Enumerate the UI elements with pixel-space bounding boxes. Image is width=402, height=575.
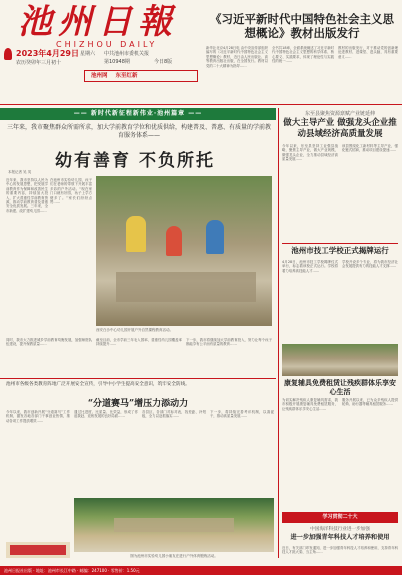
lead-story-photo (96, 176, 272, 326)
right-story-2-headline[interactable]: 池州市技工学校正式揭牌运行 (291, 246, 389, 255)
issue-date: 2023年4月29日 (16, 49, 79, 58)
right-story-2-body-col2: 学校开设多个专业，将为我市经济社会发展提供有力的技能人才支撑…… (342, 260, 398, 269)
bottom-story-body-col4: 下一步，将持续完善考评机制，以赛促干，推动高质量发展…… (210, 410, 274, 419)
lead-story-body-col3: 同时，我市大力推进城乡学前教育均衡发展，加强师资队伍建设，提升保教质量…… (6, 338, 92, 347)
bottom-story-body-col1: 今年以来，我市创新开展“分道赛马”工作机制，激发各地各部门干事创业热情，推动各项工作提质增效…… (6, 410, 70, 423)
top-story-headline[interactable]: 《习近平新时代中国特色社会主义思想概论》教材出版发行 (210, 12, 394, 40)
masthead (4, 2, 180, 49)
photo-caption-1: 西安白沙中心幼儿园开展户外自然课程教育活动。 (96, 328, 173, 332)
right-story-1-headline[interactable]: 做大主导产业 做强龙头企业推动县域经济高质量发展 (283, 118, 397, 139)
issue-publisher: 中共池州市委机关报 (104, 51, 150, 57)
bottom-divider (0, 378, 276, 379)
issue-pages: 今日8版 (154, 59, 173, 65)
right-divider-1 (282, 243, 398, 244)
issue-weekday: 星期六 (80, 51, 96, 57)
bottom-story-headline[interactable]: “分道赛马”增压力添动力 (87, 399, 189, 409)
lead-story-body-col5: 下一步，我市将继续加大学前教育投入，努力让每个孩子都能享有公平而有质量的教育…… (186, 338, 272, 347)
top-story-body-col3: 教材的出版发行，对于推动党的创新理论进教材、进课堂、进头脑，具有重要意义…… (338, 46, 398, 59)
right-story-3-photo (282, 344, 398, 376)
bottom-story-body-col2: 通过比进度、比质量、比效益，形成了你追我赶、竞相发展的良好局面…… (74, 410, 138, 419)
right-story-3-body-col1: 为切实解决残疾人康复辅具需求，我市积极开展康复辅具免费租赁服务，让残疾群体乐享安心生活…… (282, 398, 338, 411)
bottom-story-photo (74, 498, 274, 552)
right-story-3-body-col2: 服务开展以来，已为众多残疾人提供轮椅、助行器等辅具租赁服务…… (342, 398, 398, 407)
issue-info (4, 48, 198, 88)
top-story-body-col2: 全书共18章，全面系统阐述了习近平新时代中国特色社会主义思想的科学体系、核心要义、实践要求，体现了理论性与实践性的统一…… (272, 46, 334, 64)
promo-body: 近日，有关部门印发通知，进一步加强青年科技人才培养和使用，支持青年科技人才挑大梁、当主角…… (282, 546, 398, 555)
lead-story-body-col2: 在池州市实验幼儿园，孩子们在老师的带领下开展丰富多彩的户外活动。“现在家门口就有好园，孩子上学方便多了。”家长们纷纷点赞…… (50, 178, 92, 205)
right-story-1-body-col1: 今年以来，东至县坚持工业强县战略，聚焦主导产业，做大产业规模，做强龙头企业，全力推动县域经济高质量发展…… (282, 144, 338, 162)
promo-headline[interactable]: 进一步加强青年科技人才培养和使用 (290, 534, 390, 541)
bottom-story-lead: 池州市各级各类教育阵地广泛开展安全宣传，引导中小学生提高安全意识，筑牢安全防线。 (6, 382, 190, 387)
ad-block[interactable] (6, 542, 70, 558)
right-story-3-headline[interactable]: 康复辅具免费租赁让残疾群体乐享安心生活 (284, 378, 396, 396)
right-story-1-kicker: 东至县聚焦资源禀赋产业链延伸 (304, 111, 375, 117)
emblem-icon (4, 48, 12, 60)
right-story-2-body-col1: 4月28日，池州市技工学校揭牌仪式举行，标志着该校正式运行。学校将着力培养高技能人才…… (282, 260, 338, 273)
top-divider (0, 104, 402, 105)
lead-story-headline[interactable]: 幼有善育 不负所托 (55, 151, 215, 171)
lead-story-byline: 本报记者 吴 英 (8, 170, 32, 174)
lead-story-body-col4: 截至目前，全市学前三年毛入园率、普惠性幼儿园覆盖率持续提升…… (96, 338, 182, 347)
right-story-1-body-col2: 该县围绕化工新材料等主导产业，强化链式招商，推动项目建设提速…… (342, 144, 398, 153)
masthead-subtitle: CHIZHOU DAILY (56, 40, 158, 49)
column-divider (278, 108, 279, 558)
issue-lunar: 农历癸卯年三月初十 (16, 60, 62, 66)
promo-tag: 学习贯彻二十大 (282, 512, 398, 523)
edition-nav-item-2[interactable]: 东至红新 (115, 73, 138, 79)
issue-number: 第10948期 (104, 59, 130, 65)
footer: 池州日报社出版 · 地址：池州市长江中路 · 邮编：247100 · 零售价：1.50元 (0, 566, 402, 575)
masthead-title: 池州日報 (18, 2, 178, 42)
bottom-story-body-col3: 各县区、各部门对标对表，找差距、补短板，全力以赴抓落实…… (142, 410, 206, 419)
section-banner: —— 新时代新征程新伟业·池州篇章 —— (0, 108, 276, 120)
edition-nav-item-1[interactable]: 池州网 (91, 73, 108, 79)
edition-nav[interactable] (84, 70, 198, 82)
lead-story-body-col1: 近年来，我市坚持以人民为中心的发展思想，把发展学前教育作为保障和改善民生的重要内容，持续加大投入，扩大普惠性学前教育资源，推动学前教育普及普惠安全优质发展。三年来，全市新建、改扩建幼儿园…… (6, 178, 48, 213)
lead-story-lead: 三年来，我市聚焦群众所需所求，加大学前教育学位和优质供给，构建普及、普惠、有质量的学前教育服务体系—— (6, 124, 271, 139)
photo-caption-2: 图为池州市实验幼儿园小朋友在进行户外体育锻炼活动。 (130, 554, 218, 558)
promo-kicker: 中国海洋科技行业进一步加强 (310, 527, 370, 532)
top-story-body-col1: 新华社北京4月28日电 由中央宣传部组织编写的《习近平新时代中国特色社会主义思想概论》教材，近日由人民出版社、高等教育出版社出版，在全国发行。教材以党的二十大精神为指导…… (206, 46, 268, 68)
